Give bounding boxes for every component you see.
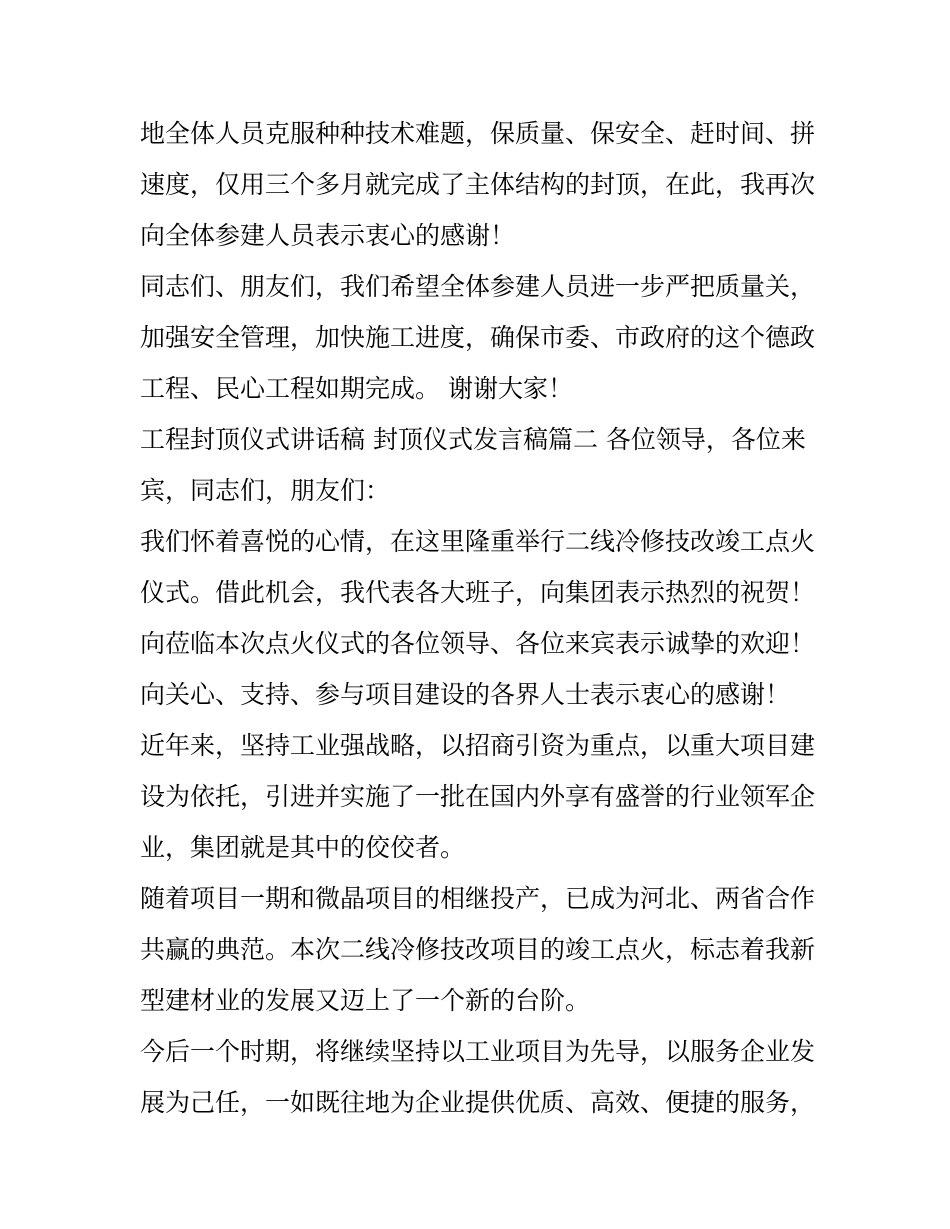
document-body bbox=[140, 108, 820, 1128]
text-line: 向关心、支持、参与项目建设的各界人士表示衷心的感谢！ bbox=[140, 680, 791, 709]
text-line: 近年来，坚持工业强战略，以招商引资为重点，以重大项目建 bbox=[140, 731, 816, 760]
text-line: 地全体人员克服种种技术难题，保质量、保安全、赶时间、拼 bbox=[140, 119, 816, 148]
text-line: 速度，仅用三个多月就完成了主体结构的封顶，在此，我再次 bbox=[140, 170, 816, 199]
text-line: 仪式。借此机会，我代表各大班子，向集团表示热烈的祝贺！ bbox=[140, 578, 816, 607]
text-line: 设为依托，引进并实施了一批在国内外享有盛誉的行业领军企 bbox=[140, 782, 816, 811]
text-line: 业，集团就是其中的佼佼者。 bbox=[140, 833, 466, 862]
text-line: 向莅临本次点火仪式的各位领导、各位来宾表示诚挚的欢迎！ bbox=[140, 629, 816, 658]
text-line: 宾，同志们，朋友们： bbox=[140, 476, 391, 505]
text-line: 同志们、朋友们，我们希望全体参建人员进一步严把质量关， bbox=[140, 272, 816, 301]
text-line: 型建材业的发展又迈上了一个新的台阶。 bbox=[140, 986, 591, 1015]
text-line: 加强安全管理，加快施工进度，确保市委、市政府的这个德政 bbox=[140, 323, 816, 352]
text-line: 共赢的典范。本次二线冷修技改项目的竣工点火，标志着我新 bbox=[140, 935, 816, 964]
text-line: 我们怀着喜悦的心情，在这里隆重举行二线冷修技改竣工点火 bbox=[140, 527, 816, 556]
text-line: 今后一个时期，将继续坚持以工业项目为先导，以服务企业发 bbox=[140, 1037, 816, 1066]
text-line: 工程、民心工程如期完成。 谢谢大家！ bbox=[140, 374, 573, 403]
text-line: 随着项目一期和微晶项目的相继投产，已成为河北、两省合作 bbox=[140, 884, 816, 913]
text-line: 展为己任，一如既往地为企业提供优质、高效、便捷的服务， bbox=[140, 1088, 816, 1117]
text-line: 向全体参建人员表示衷心的感谢！ bbox=[140, 221, 516, 250]
text-line: 工程封顶仪式讲话稿 封顶仪式发言稿篇二 各位领导，各位来 bbox=[140, 425, 806, 454]
